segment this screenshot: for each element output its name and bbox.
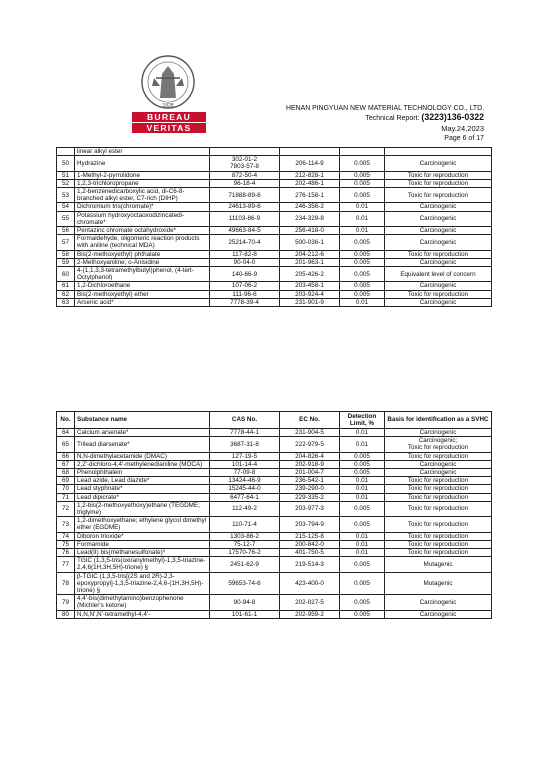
ec-number <box>280 148 340 156</box>
cas-number <box>210 148 280 156</box>
svhc-basis: Toxic for reproduction <box>385 485 492 493</box>
detection-limit <box>340 148 385 156</box>
header-basis: Basis for identification as a SVHC <box>385 412 492 429</box>
header-ec: EC No. <box>280 412 340 429</box>
cas-number: 101-61-1 <box>210 610 280 618</box>
substance-name: 4,4'-bis(dimethylamino)benzophenone (Michler's ketone) <box>75 595 210 610</box>
substance-name: Lead dipicrate* <box>75 493 210 501</box>
ec-number: 212-828-1 <box>280 171 340 179</box>
substance-name: 1,2-bis(2-methoxyethoxy)ethane (TEGDME; triglyme) <box>75 501 210 516</box>
cas-number: 117-82-8 <box>210 250 280 258</box>
cas-number: 75-12-7 <box>210 540 280 548</box>
report-number-value: (3223)136-0322 <box>421 112 484 122</box>
substance-name: N,N-dimethylacetamide (DMAC) <box>75 452 210 460</box>
svhc-basis: Mutagenic <box>385 557 492 572</box>
svhc-basis: Toxic for reproduction <box>385 501 492 516</box>
table-row <box>57 572 492 595</box>
cas-number: 11103-86-9 <box>210 211 280 226</box>
ec-number: 239-290-0 <box>280 485 340 493</box>
svhc-basis: Toxic for reproduction <box>385 171 492 179</box>
header-no: No. <box>57 412 75 429</box>
row-number: 51 <box>57 171 75 179</box>
table-row <box>57 290 492 298</box>
table-row <box>57 179 492 187</box>
cas-number: 24613-89-6 <box>210 203 280 211</box>
svhc-table-continued <box>56 147 492 307</box>
detection-limit: 0.005 <box>340 156 385 171</box>
detection-limit: 0.01 <box>340 485 385 493</box>
table-row <box>57 610 492 618</box>
row-number: 72 <box>57 501 75 516</box>
row-number <box>57 148 75 156</box>
table-row <box>57 452 492 460</box>
detection-limit: 0.01 <box>340 532 385 540</box>
detection-limit: 0.005 <box>340 250 385 258</box>
cas-number: 90-04-0 <box>210 258 280 266</box>
substance-name: Formamide <box>75 540 210 548</box>
detection-limit: 0.005 <box>340 595 385 610</box>
table-row <box>57 540 492 548</box>
svhc-basis: Carcinogenic <box>385 460 492 468</box>
detection-limit: 0.005 <box>340 171 385 179</box>
table-row <box>57 282 492 290</box>
detection-limit: 0.005 <box>340 282 385 290</box>
row-number: 73 <box>57 517 75 532</box>
ec-number: 229-335-2 <box>280 493 340 501</box>
cas-number: 101-14-4 <box>210 460 280 468</box>
detection-limit: 0.01 <box>340 437 385 452</box>
svhc-basis: Toxic for reproduction <box>385 517 492 532</box>
svhc-basis: Carcinogenic <box>385 595 492 610</box>
cas-number: 1303-86-2 <box>210 532 280 540</box>
substance-name: Potassium hydroxyoctaoxodizincatedi-chromate* <box>75 211 210 226</box>
ec-number: 203-977-3 <box>280 501 340 516</box>
substance-name: Dichromium tris(chromate)* <box>75 203 210 211</box>
detection-limit: 0.005 <box>340 501 385 516</box>
cas-number: 17570-76-2 <box>210 549 280 557</box>
svhc-basis: Carcinogenic <box>385 298 492 306</box>
row-number: 77 <box>57 557 75 572</box>
substance-name: Formaldehyde, oligomeric reaction products with aniline (technical MDA) <box>75 235 210 250</box>
substance-name: 1,2-benzenedicarboxylic acid, di-C6-8-branched alkyl ester, C7-rich (DIHP) <box>75 188 210 203</box>
row-number: 50 <box>57 156 75 171</box>
ec-number: 202-959-2 <box>280 610 340 618</box>
ec-number: 215-125-8 <box>280 532 340 540</box>
table-row <box>57 477 492 485</box>
ec-number: 202-027-5 <box>280 595 340 610</box>
table-row <box>57 235 492 250</box>
detection-limit: 0.01 <box>340 298 385 306</box>
cas-number: 15245-44-0 <box>210 485 280 493</box>
detection-limit: 0.01 <box>340 429 385 437</box>
table-row <box>57 298 492 306</box>
veritas-seal-icon <box>136 54 200 110</box>
svhc-basis: Carcinogenic <box>385 211 492 226</box>
row-number: 71 <box>57 493 75 501</box>
substance-name: Pentazinc chromate octahydroxide* <box>75 227 210 235</box>
substance-name: 1,2,3-trichloropropane <box>75 179 210 187</box>
ec-number: 219-514-3 <box>280 557 340 572</box>
ec-number: 222-979-5 <box>280 437 340 452</box>
svhc-basis: Mutagenic <box>385 572 492 595</box>
row-number: 66 <box>57 452 75 460</box>
cas-number: 3687-31-8 <box>210 437 280 452</box>
cas-number: 111-96-6 <box>210 290 280 298</box>
substance-name: Bis(2-methoxyethyl) phthalate <box>75 250 210 258</box>
cas-number: 90-94-8 <box>210 595 280 610</box>
ec-number: 246-356-2 <box>280 203 340 211</box>
substance-name: TGIC (1,3,5-tris(oxiranylmethyl)-1,3,5-triazine-2,4,6(1H,3H,5H)-trione) § <box>75 557 210 572</box>
substance-name: 1,2-Dichloroethane <box>75 282 210 290</box>
cas-number: 96-18-4 <box>210 179 280 187</box>
header-limit: Detection Limit, % <box>340 412 385 429</box>
detection-limit: 0.01 <box>340 540 385 548</box>
svhc-basis: Toxic for reproduction <box>385 188 492 203</box>
cas-number: 6477-64-1 <box>210 493 280 501</box>
substance-name: Hydrazine <box>75 156 210 171</box>
report-date: May.24,2023 <box>441 124 484 133</box>
row-number: 56 <box>57 227 75 235</box>
page-number: Page 6 of 17 <box>444 135 484 142</box>
svhc-basis: Toxic for reproduction <box>385 250 492 258</box>
brand-line-2: VERITAS <box>132 123 206 133</box>
row-number: 54 <box>57 203 75 211</box>
ec-number: 231-904-5 <box>280 429 340 437</box>
svhc-basis: Carcinogenic <box>385 282 492 290</box>
ec-number: 203-794-9 <box>280 517 340 532</box>
row-number: 52 <box>57 179 75 187</box>
detection-limit: 0.01 <box>340 211 385 226</box>
svhc-basis: Carcinogenic <box>385 610 492 618</box>
row-number: 53 <box>57 188 75 203</box>
cas-number: 71888-89-6 <box>210 188 280 203</box>
table-row <box>57 188 492 203</box>
detection-limit: 0.005 <box>340 517 385 532</box>
detection-limit: 0.01 <box>340 493 385 501</box>
table-row <box>57 227 492 235</box>
substance-name: Arsenic acid* <box>75 298 210 306</box>
row-number: 68 <box>57 469 75 477</box>
row-number: 62 <box>57 290 75 298</box>
row-number: 70 <box>57 485 75 493</box>
row-number: 59 <box>57 258 75 266</box>
row-number: 57 <box>57 235 75 250</box>
substance-name: 2,2'-dichloro-4,4'-methylenedianiline (MOCA) <box>75 460 210 468</box>
row-number: 75 <box>57 540 75 548</box>
svhc-basis: Toxic for reproduction <box>385 493 492 501</box>
substance-name: β-TGIC (1,3,5-tris[(2S and 2R)-2,3-epoxypropyl]-1,3,5-triazine-2,4,6-(1H,3H,5H)-trione) § <box>75 572 210 595</box>
table-row <box>57 437 492 452</box>
table-row <box>57 258 492 266</box>
svhc-table <box>56 411 492 619</box>
ec-number: 231-901-9 <box>280 298 340 306</box>
table-row <box>57 595 492 610</box>
table-header-row <box>57 412 492 429</box>
detection-limit: 0.005 <box>340 610 385 618</box>
svhc-basis <box>385 148 492 156</box>
substance-name: Lead(II) bis(methanesulfonate)* <box>75 549 210 557</box>
ec-number: 200-842-0 <box>280 540 340 548</box>
row-number: 80 <box>57 610 75 618</box>
table-row <box>57 549 492 557</box>
row-number: 76 <box>57 549 75 557</box>
cas-number: 49663-84-5 <box>210 227 280 235</box>
table-row <box>57 171 492 179</box>
svhc-basis: Toxic for reproduction <box>385 532 492 540</box>
ec-number: 423-400-0 <box>280 572 340 595</box>
cas-number: 25214-70-4 <box>210 235 280 250</box>
table-row <box>57 203 492 211</box>
substance-name: 2-Methoxyaniline; o-Anisidine <box>75 258 210 266</box>
row-number: 64 <box>57 429 75 437</box>
detection-limit: 0.005 <box>340 267 385 282</box>
cas-number: 77-09-8 <box>210 469 280 477</box>
cas-number: 13424-46-9 <box>210 477 280 485</box>
ec-number: 401-750-5 <box>280 549 340 557</box>
svhc-basis: Carcinogenic <box>385 429 492 437</box>
substance-name: Phenolphthalein <box>75 469 210 477</box>
row-number: 74 <box>57 532 75 540</box>
substance-name: N,N,N',N'-tetramethyl-4,4'- <box>75 610 210 618</box>
detection-limit: 0.01 <box>340 203 385 211</box>
detection-limit: 0.01 <box>340 477 385 485</box>
row-number: 69 <box>57 477 75 485</box>
substance-name: Lead styphnate* <box>75 485 210 493</box>
svhc-basis: Toxic for reproduction <box>385 290 492 298</box>
detection-limit: 0.005 <box>340 572 385 595</box>
header-substance: Substance name <box>75 412 210 429</box>
ec-number: 236-542-1 <box>280 477 340 485</box>
row-number: 61 <box>57 282 75 290</box>
header-cas: CAS No. <box>210 412 280 429</box>
svhc-basis: Equivalent level of concern <box>385 267 492 282</box>
cas-number: 59653-74-6 <box>210 572 280 595</box>
svhc-basis: Toxic for reproduction <box>385 540 492 548</box>
svhc-basis: Toxic for reproduction <box>385 179 492 187</box>
cas-number: 7778-44-1 <box>210 429 280 437</box>
substance-name: Lead azide, Lead diazide* <box>75 477 210 485</box>
row-number: 67 <box>57 460 75 468</box>
cas-number: 140-66-9 <box>210 267 280 282</box>
svhc-basis: Carcinogenic <box>385 203 492 211</box>
ec-number: 201-963-1 <box>280 258 340 266</box>
row-number: 63 <box>57 298 75 306</box>
table-row <box>57 517 492 532</box>
table-row <box>57 557 492 572</box>
substance-name: Bis(2-methoxyethyl) ether <box>75 290 210 298</box>
table-row <box>57 493 492 501</box>
substance-name: Calcium arsenate* <box>75 429 210 437</box>
detection-limit: 0.005 <box>340 188 385 203</box>
row-number: 79 <box>57 595 75 610</box>
ec-number: 203-458-1 <box>280 282 340 290</box>
ec-number: 202-486-1 <box>280 179 340 187</box>
svhc-basis: Carcinogenic <box>385 156 492 171</box>
svhc-basis: Carcinogenic <box>385 235 492 250</box>
ec-number: 202-918-9 <box>280 460 340 468</box>
company-name: HENAN PINGYUAN NEW MATERIAL TECHNOLOGY CO., LTD. <box>286 105 484 112</box>
detection-limit: 0.005 <box>340 452 385 460</box>
table-row <box>57 532 492 540</box>
cas-number: 107-06-2 <box>210 282 280 290</box>
svhc-basis: Carcinogenic <box>385 469 492 477</box>
svhc-basis: Carcinogenic <box>385 227 492 235</box>
substance-name: 1-Methyl-2-pyrrolidone <box>75 171 210 179</box>
ec-number: 500-036-1 <box>280 235 340 250</box>
row-number: 60 <box>57 267 75 282</box>
svhc-basis: Toxic for reproduction <box>385 452 492 460</box>
cas-number: 2451-62-9 <box>210 557 280 572</box>
table-row <box>57 469 492 477</box>
ec-number: 205-426-2 <box>280 267 340 282</box>
table-row <box>57 267 492 282</box>
cas-number: 112-49-2 <box>210 501 280 516</box>
table-row <box>57 460 492 468</box>
detection-limit: 0.005 <box>340 460 385 468</box>
report-label: Technical Report: <box>365 115 420 122</box>
svhc-basis: Toxic for reproduction <box>385 477 492 485</box>
ec-number: 256-418-0 <box>280 227 340 235</box>
cas-number: 127-19-5 <box>210 452 280 460</box>
table-row <box>57 148 492 156</box>
substance-name: Trilead diarsenate* <box>75 437 210 452</box>
row-number: 58 <box>57 250 75 258</box>
row-number: 65 <box>57 437 75 452</box>
table-row <box>57 156 492 171</box>
row-number: 55 <box>57 211 75 226</box>
svg-text:1828: 1828 <box>162 103 174 109</box>
svhc-basis: Toxic for reproduction <box>385 549 492 557</box>
svhc-basis: Carcinogenic <box>385 258 492 266</box>
detection-limit: 0.01 <box>340 549 385 557</box>
substance-name: 1,2-dimethoxyethane; ethylene glycol dimethyl ether (EGDME) <box>75 517 210 532</box>
substance-name: Diboron trioxide* <box>75 532 210 540</box>
brand-line-1: BUREAU <box>132 112 206 122</box>
cas-number: 872-50-4 <box>210 171 280 179</box>
report-number <box>365 113 484 123</box>
detection-limit: 0.005 <box>340 557 385 572</box>
ec-number: 201-004-7 <box>280 469 340 477</box>
detection-limit: 0.005 <box>340 179 385 187</box>
ec-number: 204-826-4 <box>280 452 340 460</box>
svhc-basis: Carcinogenic; Toxic for reproduction <box>385 437 492 452</box>
ec-number: 206-114-9 <box>280 156 340 171</box>
detection-limit: 0.005 <box>340 258 385 266</box>
table-row <box>57 211 492 226</box>
cas-number: 7778-39-4 <box>210 298 280 306</box>
substance-name: linear alkyl ester <box>75 148 210 156</box>
detection-limit: 0.005 <box>340 235 385 250</box>
table-row <box>57 429 492 437</box>
cas-number: 302-01-2 7803-57-8 <box>210 156 280 171</box>
detection-limit: 0.005 <box>340 290 385 298</box>
table-row <box>57 485 492 493</box>
ec-number: 276-158-1 <box>280 188 340 203</box>
row-number: 78 <box>57 572 75 595</box>
ec-number: 234-329-8 <box>280 211 340 226</box>
ec-number: 203-924-4 <box>280 290 340 298</box>
ec-number: 204-212-6 <box>280 250 340 258</box>
detection-limit: 0.005 <box>340 469 385 477</box>
cas-number: 110-71-4 <box>210 517 280 532</box>
table-row <box>57 501 492 516</box>
table-row <box>57 250 492 258</box>
detection-limit: 0.01 <box>340 227 385 235</box>
substance-name: 4-(1,1,3,3-tetramethylbutyl)phenol, (4-tert-Octylphenol) <box>75 267 210 282</box>
